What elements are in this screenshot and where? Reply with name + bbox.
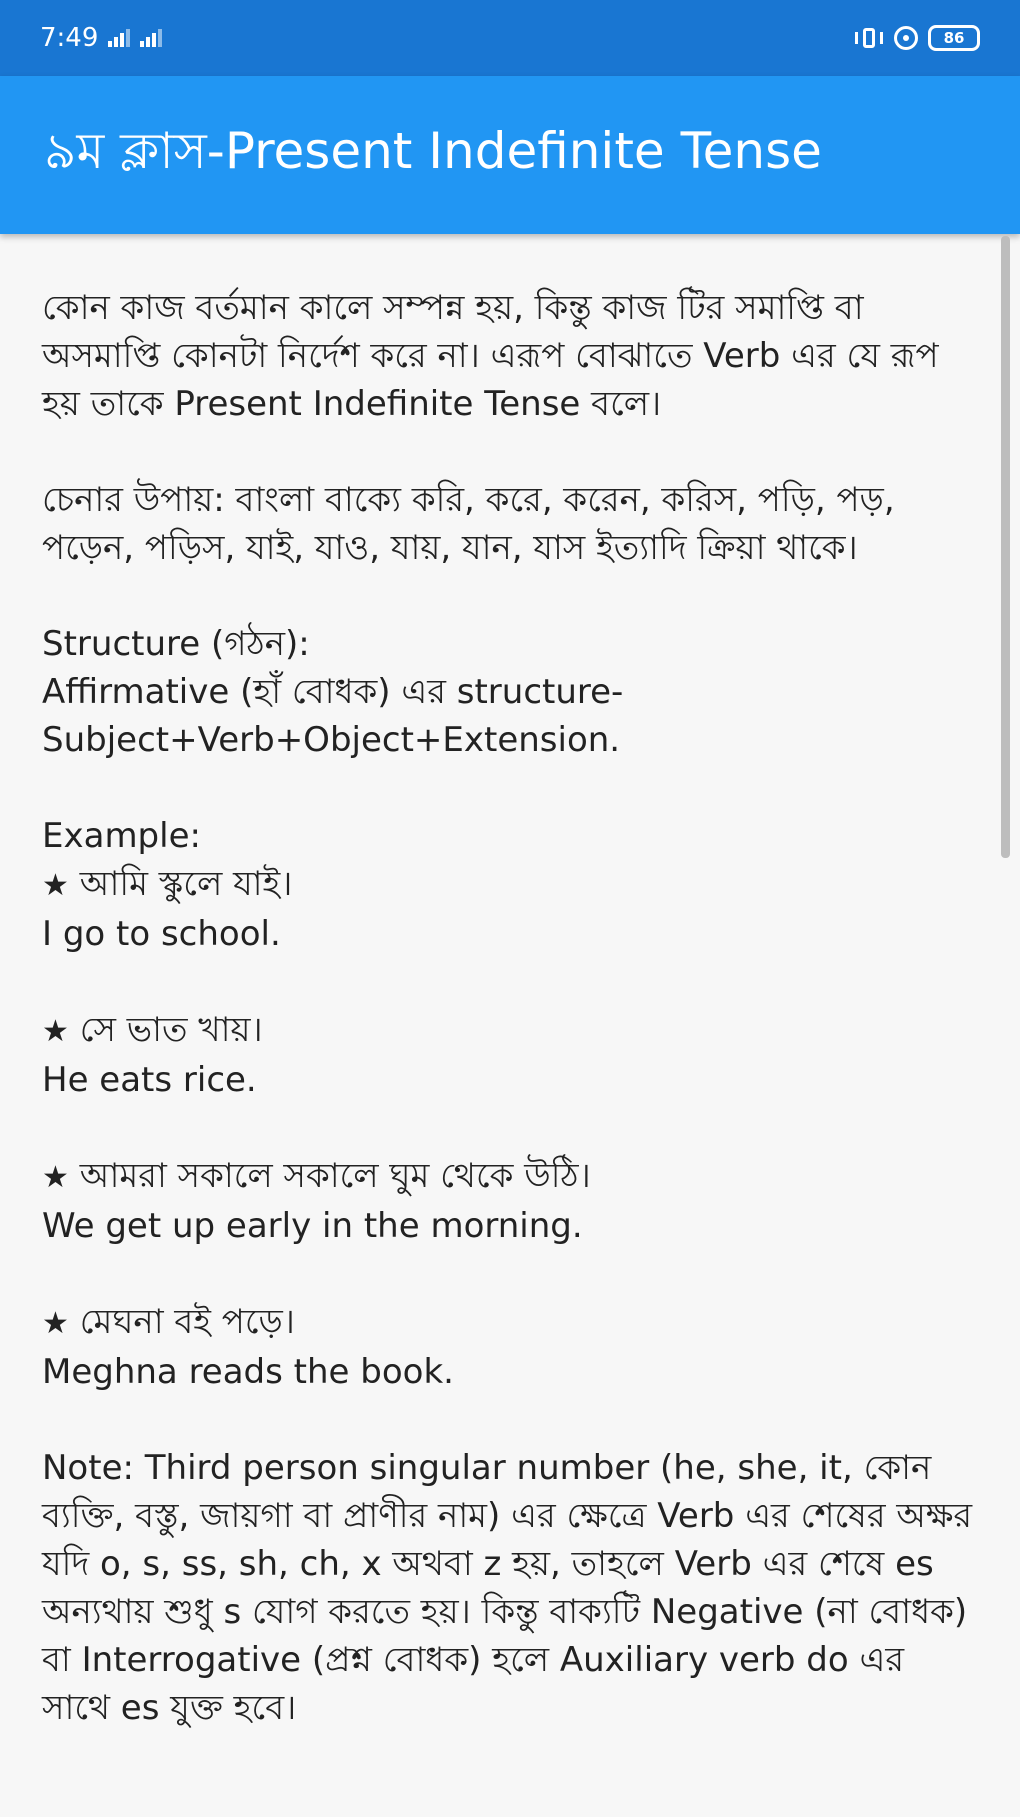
status-right	[854, 25, 980, 51]
signal-icon-2	[140, 29, 162, 47]
example-bangla	[42, 1152, 980, 1202]
battery-level: 86	[943, 29, 965, 47]
star-icon: ★	[42, 868, 69, 903]
lesson-content[interactable]	[0, 234, 1020, 1817]
example-bangla	[42, 1006, 980, 1056]
example-bangla-text: সে ভাত খায়।	[79, 1010, 263, 1050]
structure-block	[42, 620, 980, 764]
example-block-3	[42, 1152, 980, 1250]
example-heading: Example:	[42, 816, 201, 856]
example-english: Meghna reads the book.	[42, 1352, 454, 1392]
status-bar	[0, 0, 1020, 76]
identification-paragraph: চেনার উপায়: বাংলা বাক্যে করি, করে, করেন, করিস, পড়ি, পড়, পড়েন, পড়িস, যাই, যাও, যায়, যান, যাস ইত্যাদি ক্রিয়া থাকে।	[42, 480, 895, 568]
battery-icon	[928, 25, 980, 51]
example-bangla-text: আমি স্কুলে যাই।	[79, 864, 293, 904]
structure-heading: Structure (গঠন):	[42, 624, 310, 664]
example-block-1	[42, 812, 980, 958]
example-english: He eats rice.	[42, 1060, 257, 1100]
structure-affirmative: Affirmative (হাঁ বোধক) এর structure-	[42, 672, 624, 712]
star-icon: ★	[42, 1160, 69, 1195]
status-left	[40, 23, 162, 53]
note-paragraph: Note: Third person singular number (he, she, it, কোন ব্যক্তি, বস্তু, জায়গা বা প্রাণীর নাম) এর ক্ষেত্রে Verb এর শেষের অক্ষর যদি o, s, ss, sh, ch, x অথবা z হয়, তাহলে Verb এর শেষে es অন্যথায় শুধু s যোগ করতে হয়। কিন্তু বাক্যটি Negative (না বোধক) বা Interrogative (প্রশ্ন বোধক) হলে Auxiliary verb do এর সাথে es যুক্ত হবে।	[42, 1448, 973, 1728]
example-block-2	[42, 1006, 980, 1104]
page-title: ৯ম ক্লাস-Present Indefinite Tense	[44, 121, 822, 180]
example-bangla-text: আমরা সকালে সকালে ঘুম থেকে উঠি।	[79, 1156, 591, 1196]
example-bangla	[42, 1298, 980, 1348]
status-time: 7:49	[40, 23, 99, 53]
star-icon: ★	[42, 1306, 69, 1341]
signal-icon	[108, 29, 130, 47]
vibrate-icon	[854, 26, 884, 50]
example-bangla-text: মেঘনা বই পড়ে।	[79, 1302, 295, 1342]
app-bar	[0, 76, 1020, 234]
star-icon: ★	[42, 1014, 69, 1049]
example-english: We get up early in the morning.	[42, 1206, 583, 1246]
definition-paragraph: কোন কাজ বর্তমান কালে সম্পন্ন হয়, কিন্তু কাজ টির সমাপ্তি বা অসমাপ্তি কোনটা নির্দেশ করে না। এরূপ বোঝাতে Verb এর যে রূপ হয় তাকে Present Indefinite Tense বলে।	[42, 288, 939, 424]
example-english: I go to school.	[42, 914, 281, 954]
example-bangla	[42, 860, 980, 910]
example-block-4	[42, 1298, 980, 1396]
structure-formula: Subject+Verb+Object+Extension.	[42, 720, 621, 760]
sync-icon	[894, 26, 918, 50]
scrollbar[interactable]	[1001, 236, 1010, 858]
